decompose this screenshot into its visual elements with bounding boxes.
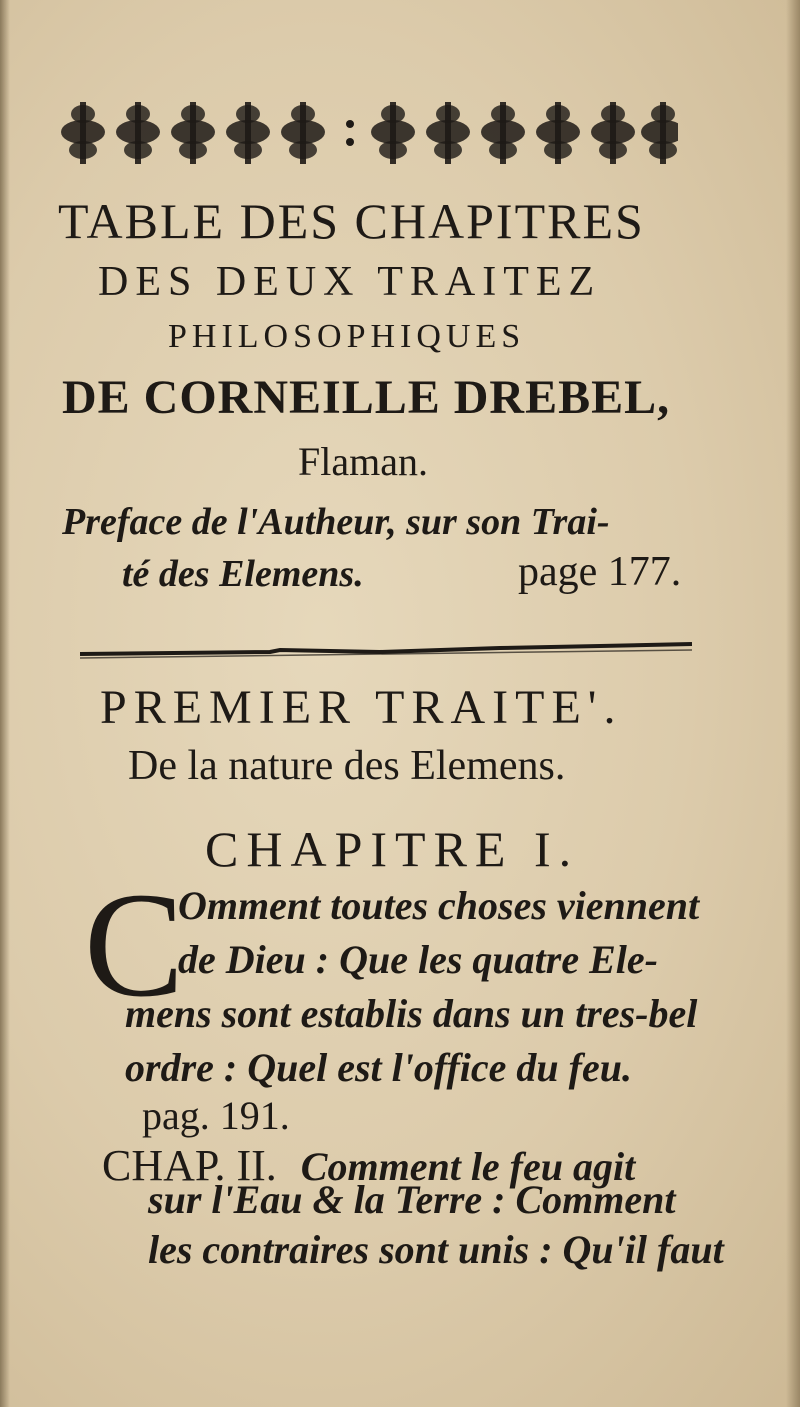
title-line-4: DE CORNEILLE DREBEL, xyxy=(62,371,671,424)
chapter2-line-2: sur l'Eau & la Terre : Comment xyxy=(148,1177,676,1222)
title-line-2: DES DEUX TRAITEZ xyxy=(98,259,602,305)
preface-line-1: Preface de l'Autheur, sur son Trai- xyxy=(62,501,610,543)
title-line-1: TABLE DES CHAPITRES xyxy=(58,193,645,249)
title-line-5: Flaman. xyxy=(298,439,428,484)
chapter1-line-4: ordre : Quel est l'office du feu. xyxy=(125,1045,632,1090)
section-divider-rule xyxy=(80,640,692,662)
part-title: PREMIER TRAITE'. xyxy=(100,681,623,734)
page-edge-right xyxy=(786,0,800,1407)
chapter2-line-3: les contraires sont unis : Qu'il faut xyxy=(148,1227,724,1272)
chapter2-label: CHAP. II. xyxy=(102,1141,277,1190)
title-line-3: PHILOSOPHIQUES xyxy=(168,318,526,355)
chapter1-line-2: de Dieu : Que les quatre Ele- xyxy=(178,937,658,982)
preface-line-2: té des Elemens. xyxy=(122,553,364,595)
chapter2-line-1: Comment le feu agit xyxy=(300,1144,636,1189)
chapter-heading: CHAPITRE I. xyxy=(205,821,580,877)
decorative-headpiece xyxy=(58,92,678,172)
page-edge-left xyxy=(0,0,10,1407)
drop-cap: C xyxy=(84,862,185,1028)
chapter1-line-1: Omment toutes choses viennent xyxy=(178,883,700,928)
part-subtitle: De la nature des Elemens. xyxy=(128,743,566,789)
chapter1-page: pag. 191. xyxy=(142,1093,290,1138)
preface-page-number: page 177. xyxy=(518,549,682,595)
chapter1-line-3: mens sont establis dans un tres-bel xyxy=(125,991,698,1036)
